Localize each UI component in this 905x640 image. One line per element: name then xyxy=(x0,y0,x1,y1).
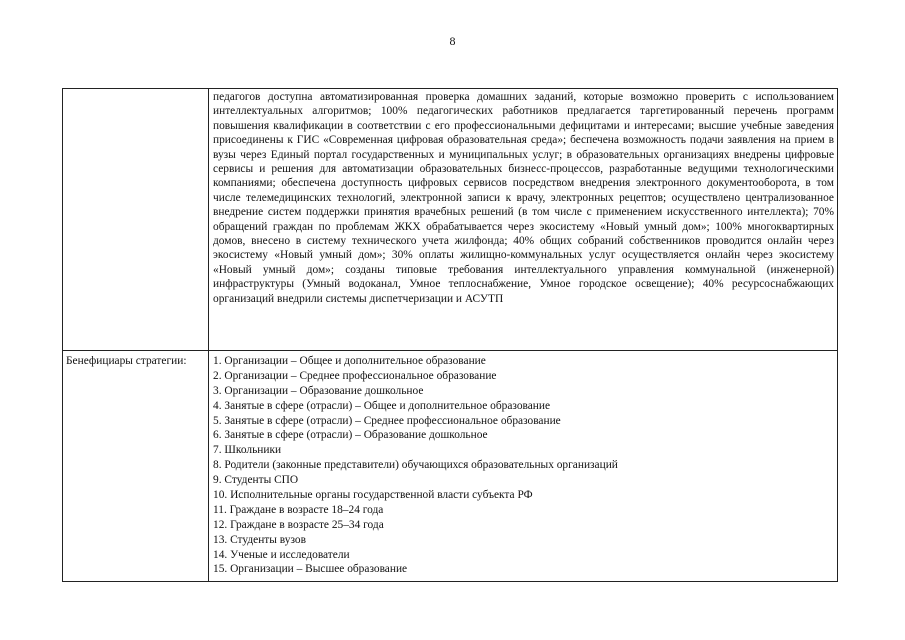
list-item: 15. Организации – Высшее образование xyxy=(213,563,408,576)
list-item: 13. Студенты вузов xyxy=(213,533,306,546)
strategy-table xyxy=(62,88,838,582)
page-number: 8 xyxy=(449,34,456,48)
list-item: 3. Организации – Образование дошкольное xyxy=(213,384,424,397)
beneficiaries-label: Бенефициары стратегии: xyxy=(63,351,209,582)
list-item: 10. Исполнительные органы государственной власти субъекта РФ xyxy=(213,489,533,502)
list-item: 11. Граждане в возрасте 18–24 года xyxy=(213,503,384,516)
list-item: 4. Занятые в сфере (отрасли) – Общее и дополнительное образование xyxy=(213,399,551,412)
list-item: 9. Студенты СПО xyxy=(213,474,299,487)
list-item: 14. Ученые и исследователи xyxy=(213,548,350,561)
list-item: 5. Занятые в сфере (отрасли) – Среднее профессиональное образование xyxy=(213,414,561,427)
list-item: 1. Организации – Общее и дополнительное образование xyxy=(213,355,486,367)
list-item: 8. Родители (законные представители) обучающихся образовательных организаций xyxy=(213,459,618,472)
table-row-beneficiaries xyxy=(63,351,838,582)
results-label-cell xyxy=(63,89,209,351)
beneficiaries-list xyxy=(209,351,838,582)
results-description-cell: педагогов доступна автоматизированная проверка домашних заданий, которые возможно проверить с использованием интеллектуальных алгоритмов; 100% педагогических работников предлагается таргетированный перечень программ повышения квалификации в соответствии с его профессиональными дефицитами и интересами; высшие учебные заведения присоединены к ГИС «Современная цифровая образовательная среда»; беспечена возможность подачи заявления на прием в вузы через Единый портал государственных и муниципальных услуг; в образовательных организациях внедрены цифровые сервисы и решения для автоматизации образовательных бизнесс-процессов, разработанные ведущими технологическими компаниями; обеспечена доступность цифровых сервисов посредством внедрения электронного документооборота, в том числе телемедицинских технологий, электронной записи к врачу, электронных рецептов; осуществлено централизованное внедрение систем поддержки принятия врачебных решений (в том числе с применением искусственного интеллекта); 70% обращений граждан по проблемам ЖКХ обрабатывается через экосистему «Новый умный дом»; 100% многоквартирных домов, внесено в систему технического учета жилфонда; 40% общих собраний собственников проводится онлайн через экосистему «Новый умный дом»; 30% оплаты жилищно-коммунальных услуг осуществляется онлайн через экосистему «Новый умный дом»; созданы типовые требования интеллектуального управления коммунальной (инженерной) инфраструктуры (Умный водоканал, Умное теплоснабжение, Умное городское освещение); 40% ресурсоснабжающих организаций внедрили системы диспетчеризации и АСУТП xyxy=(209,89,838,351)
list-item: 2. Организации – Среднее профессиональное образование xyxy=(213,369,497,382)
list-item: 7. Школьники xyxy=(213,444,282,457)
table-row-results xyxy=(63,89,838,351)
list-item: 6. Занятые в сфере (отрасли) – Образование дошкольное xyxy=(213,429,488,442)
list-item: 12. Граждане в возрасте 25–34 года xyxy=(213,518,384,531)
